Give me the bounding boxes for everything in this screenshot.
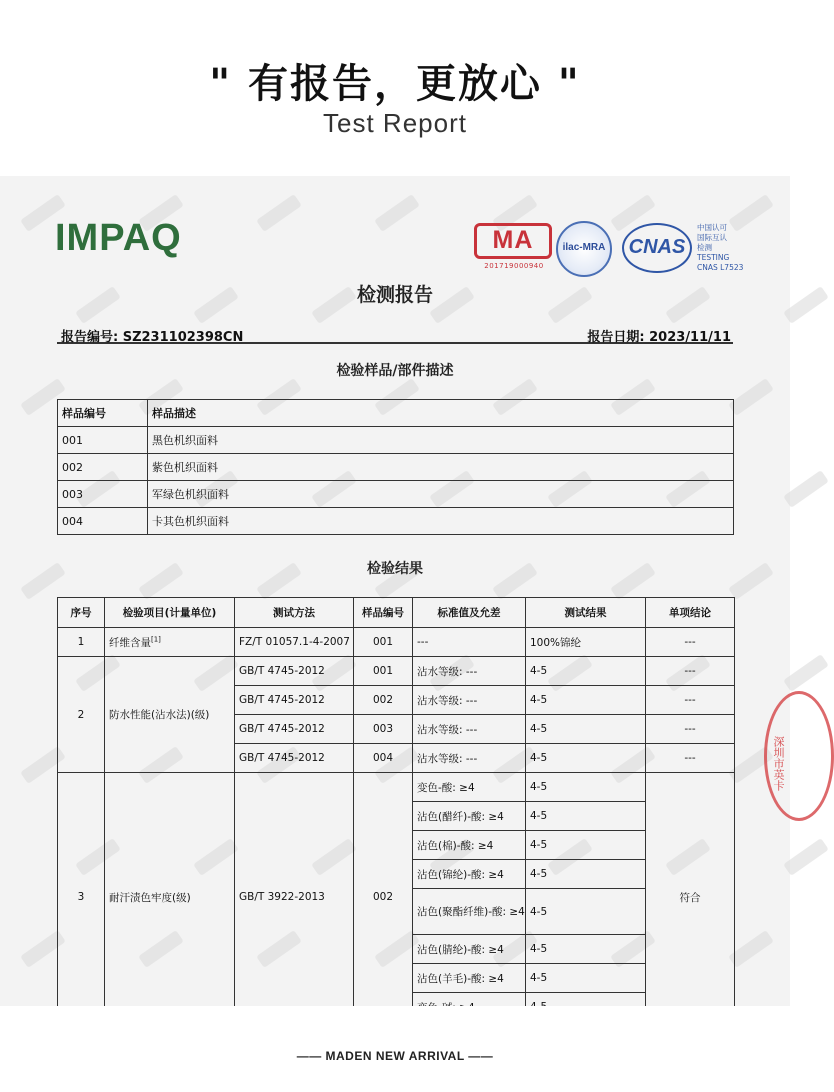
table-header-cell: 标准值及允差 (413, 598, 526, 628)
standard-value: 沾色(锦纶)-酸: ≥4 (413, 860, 526, 889)
ilac-mra-mark (556, 221, 612, 277)
cnas-side-line: 国际互认 (697, 233, 727, 242)
verdict: --- (646, 686, 735, 715)
test-result: 4-5 (526, 860, 646, 889)
row-number: 2 (58, 657, 105, 773)
table-header-cell: 样品描述 (148, 400, 734, 427)
stamp-text: 深圳市英卡 (772, 736, 785, 791)
verdict: --- (646, 744, 735, 773)
verdict: --- (646, 628, 735, 657)
test-method: GB/T 4745-2012 (235, 715, 354, 744)
table-header-cell: 测试结果 (526, 598, 646, 628)
sample-id: 001 (58, 427, 148, 454)
sample-description: 卡其色机织面料 (148, 508, 734, 535)
standard-value: 沾色(聚酯纤维)-酸: ≥4 (413, 889, 526, 935)
watermark-mark (256, 194, 302, 232)
cnas-text: CNAS (628, 236, 686, 258)
table-row (58, 427, 734, 454)
standard-value: 沾色(醋纤)-酸: ≥4 (413, 802, 526, 831)
test-result: 4-5 (526, 744, 646, 773)
table-header-row (58, 598, 735, 628)
cma-certification-mark (474, 223, 554, 271)
table-row (58, 481, 734, 508)
sample-number: 001 (354, 628, 413, 657)
table-header-cell: 单项结论 (646, 598, 735, 628)
sample-number: 002 (354, 686, 413, 715)
test-item: 耐汗渍色牢度(级) (105, 773, 235, 1022)
row-number: 1 (58, 628, 105, 657)
standard-value: --- (413, 628, 526, 657)
sample-id: 003 (58, 481, 148, 508)
test-item: 防水性能(沾水法)(级) (105, 657, 235, 773)
test-result: 100%锦纶 (526, 628, 646, 657)
table-row (58, 454, 734, 481)
watermark-mark (783, 654, 829, 692)
test-method: GB/T 4745-2012 (235, 686, 354, 715)
verdict: --- (646, 657, 735, 686)
ilac-text: ilac-MRA (562, 242, 606, 253)
sample-description: 紫色机织面料 (148, 454, 734, 481)
test-result: 4-5 (526, 657, 646, 686)
standard-value: 沾水等级: --- (413, 657, 526, 686)
watermark-mark (783, 286, 829, 324)
standard-value: 沾色(棉)-酸: ≥4 (413, 831, 526, 860)
test-report-document (0, 176, 790, 1006)
page-footer (0, 1006, 790, 1092)
standard-value: 沾水等级: --- (413, 686, 526, 715)
test-result: 4-5 (526, 715, 646, 744)
cnas-side-line: CNAS L7523 (697, 263, 744, 272)
test-method: GB/T 4745-2012 (235, 657, 354, 686)
watermark-mark (783, 470, 829, 508)
report-date: 报告日期: 2023/11/11 (587, 330, 731, 345)
test-result: 4-5 (526, 964, 646, 993)
subline: Test Report (323, 108, 467, 138)
table-row (58, 628, 735, 657)
test-method: FZ/T 01057.1-4-2007 (235, 628, 354, 657)
page-header (0, 0, 790, 175)
test-item-cell (105, 628, 235, 657)
samples-table (57, 399, 734, 535)
test-item: 纤维含量 (109, 636, 151, 649)
table-header-cell: 序号 (58, 598, 105, 628)
table-header-cell: 样品编号 (354, 598, 413, 628)
row-number: 3 (58, 773, 105, 1022)
test-result: 4-5 (526, 773, 646, 802)
watermark-mark (374, 194, 420, 232)
headline: " 有报告，更放心 " (209, 61, 581, 107)
sample-description: 黑色机织面料 (148, 427, 734, 454)
sample-number: 001 (354, 657, 413, 686)
watermark-mark (728, 930, 774, 968)
impaq-logo: IMPAQ (55, 217, 182, 259)
footnote-marker: [1] (151, 635, 161, 643)
table-row (58, 773, 735, 802)
table-row (58, 508, 734, 535)
sample-description: 军绿色机织面料 (148, 481, 734, 508)
cnas-side-line: 检测 (697, 243, 712, 252)
cnas-side-line: 中国认可 (697, 223, 727, 232)
sample-number: 003 (354, 715, 413, 744)
results-section-title: 检验结果 (367, 561, 423, 577)
table-header-row (58, 400, 734, 427)
standard-value: 沾色(腈纶)-酸: ≥4 (413, 935, 526, 964)
table-header-cell: 样品编号 (58, 400, 148, 427)
standard-value: 沾色(羊毛)-酸: ≥4 (413, 964, 526, 993)
sample-id: 004 (58, 508, 148, 535)
cnas-side-text (697, 223, 743, 273)
standard-value: 变色-酸: ≥4 (413, 773, 526, 802)
standard-value: 沾水等级: --- (413, 715, 526, 744)
results-table (57, 597, 735, 1022)
test-result: 4-5 (526, 935, 646, 964)
sample-number: 004 (354, 744, 413, 773)
table-header-cell: 测试方法 (235, 598, 354, 628)
table-header-cell: 检验项目(计量单位) (105, 598, 235, 628)
verdict: --- (646, 715, 735, 744)
cma-text: MA (492, 226, 534, 254)
sample-id: 002 (58, 454, 148, 481)
cnas-side-line: TESTING (697, 253, 730, 262)
test-method: GB/T 4745-2012 (235, 744, 354, 773)
report-number: 报告编号: SZ231102398CN (61, 330, 244, 345)
test-method: GB/T 3922-2013 (235, 773, 354, 1022)
table-row (58, 657, 735, 686)
watermark-mark (728, 378, 774, 416)
test-result: 4-5 (526, 889, 646, 935)
cma-number: 201719000940 (484, 262, 544, 270)
sample-number: 002 (354, 773, 413, 1022)
test-result: 4-5 (526, 831, 646, 860)
watermark-mark (783, 838, 829, 876)
verdict: 符合 (646, 773, 735, 1022)
samples-section-title: 检验样品/部件描述 (336, 363, 454, 379)
report-info-line (57, 324, 733, 344)
test-result: 4-5 (526, 686, 646, 715)
test-result: 4-5 (526, 802, 646, 831)
report-title: 检测报告 (356, 284, 433, 306)
footer-label: —— MADEN NEW ARRIVAL —— (296, 1049, 494, 1063)
standard-value: 沾水等级: --- (413, 744, 526, 773)
